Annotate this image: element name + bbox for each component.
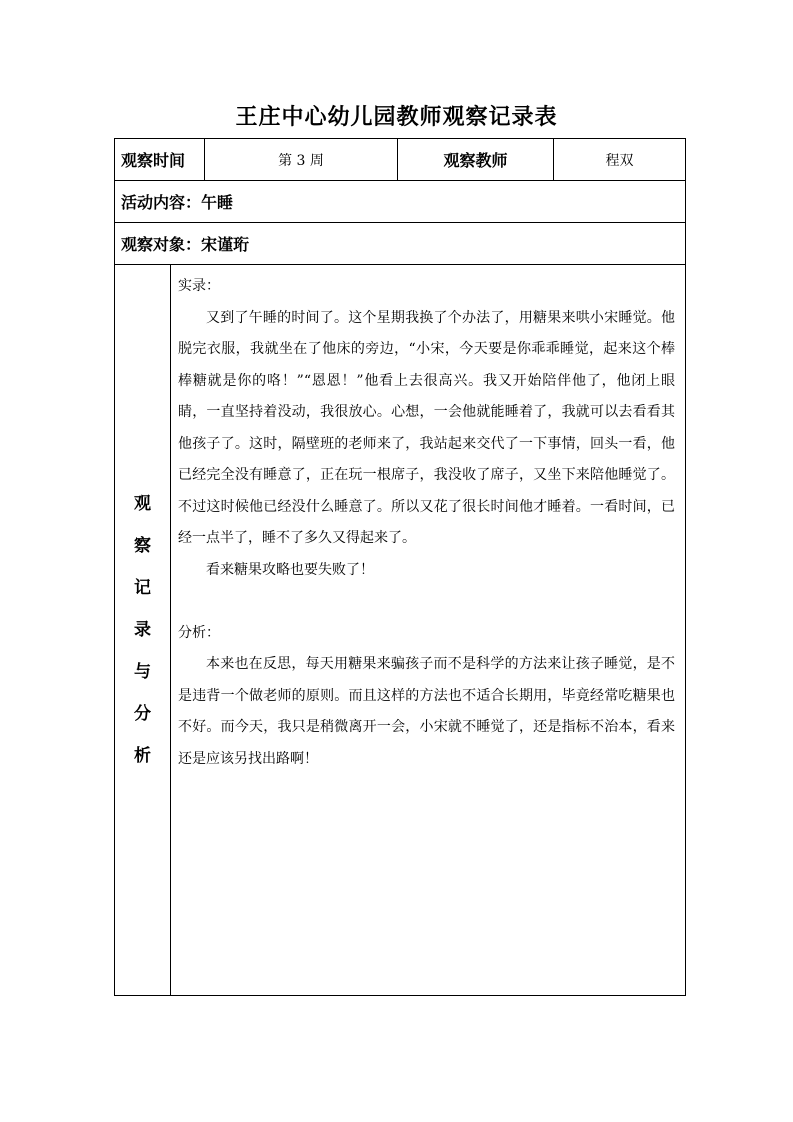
activity-row: [115, 181, 686, 223]
record-content: [171, 265, 686, 996]
side-char: 记: [134, 578, 151, 598]
observation-subject: 观察对象：宋谨珩: [115, 223, 686, 265]
page-title: 王庄中心幼儿园教师观察记录表: [235, 104, 558, 130]
side-char: 析: [134, 746, 151, 766]
observation-table: [114, 138, 686, 996]
side-char: 录: [134, 620, 151, 640]
record-row: [115, 265, 686, 996]
subject-row: [115, 223, 686, 265]
header-row: [115, 139, 686, 181]
side-char: 与: [134, 662, 151, 682]
analysis-heading: 分析：: [178, 624, 220, 641]
record-heading: 实录：: [178, 278, 220, 294]
observation-teacher-value: 程双: [554, 139, 686, 181]
observation-time-label: 观察时间: [115, 139, 205, 181]
record-side-label: [115, 265, 171, 996]
record-paragraph: 又到了午睡的时间了。这个星期我换了个办法了，用糖果来哄小宋睡觉。他脱完衣服，我就坐在了他床的旁边，“小宋，今天要是你乖乖睡觉，起来这个棒棒糖就是你的咯！”“恩恩！”他看上去很高兴。我又开始陪伴他了，他闭上眼睛，一直坚持着没动，我很放心。心想，一会他就能睡着了，我就可以去看看其他孩子了。这时，隔壁班的老师来了，我站起来交代了一下事情，回头一看，他已经完全没有睡意了，正在玩一根席子，我没收了席子，又坐下来陪他睡觉了。不过这时候他已经没什么睡意了。所以又花了很长时间他才睡着。一看时间，已经一点半了，睡不了多久又得起来了。: [178, 309, 676, 546]
side-char: 观: [134, 494, 151, 514]
activity-content: 活动内容：午睡: [115, 181, 686, 223]
side-char: 察: [134, 536, 151, 556]
side-char: 分: [134, 704, 151, 724]
analysis-paragraph: 本来也在反思，每天用糖果来骗孩子而不是科学的方法来让孩子睡觉，是不是违背一个做老师的原则。而且这样的方法也不适合长期用，毕竟经常吃糖果也不好。而今天，我只是稍微离开一会，小宋就不睡觉了，还是指标不治本，看来还是应该另找出路啊！: [178, 656, 676, 767]
observation-teacher-label: 观察教师: [398, 139, 554, 181]
record-conclusion: 看来糖果攻略也要失败了！: [206, 561, 374, 578]
observation-time-value: 第 3 周: [205, 139, 398, 181]
